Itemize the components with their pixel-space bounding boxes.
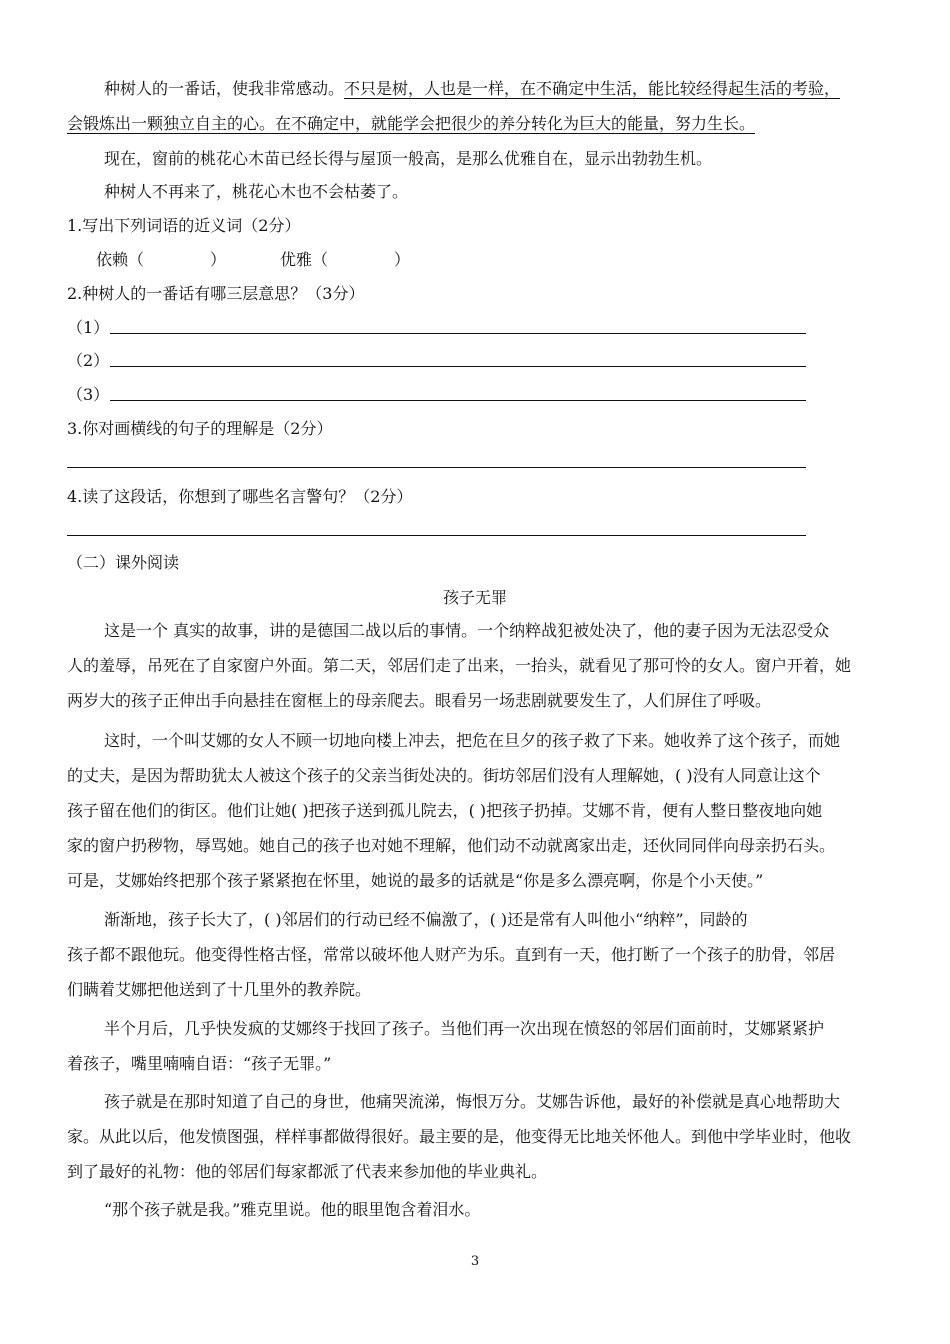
q2-item-3-label: （3） [67, 385, 110, 404]
passage-paragraph-1-line-1 [104, 78, 840, 100]
story-line: 的丈夫，是因为帮助犹太人被这个孩子的父亲当街处决的。街坊邻居们没有人理解她，( )没有人同意让这个 [67, 766, 821, 785]
passage-paragraph-3: 种树人不再来了，桃花心木也不会枯萎了。 [104, 182, 409, 201]
story-line: 们瞒着艾娜把他送到了十几里外的教养院。 [67, 980, 372, 999]
story-line: 可是，艾娜始终把那个孩子紧紧抱在怀里，她说的最多的话就是“你是多么漂亮啊，你是个小天使。” [67, 871, 764, 890]
q2-item-2-label: （2） [67, 351, 110, 370]
question-3: 3.你对画横线的句子的理解是（2分） [67, 419, 333, 438]
passage-text: 种树人的一番话，使我非常感动。 [104, 79, 345, 98]
underlined-sentence: 会锻炼出一颗独立自主的心。在不确定中，就能学会把很少的养分转化为巨大的能量，努力生长。 [67, 114, 756, 133]
story-line: “那个孩子就是我。”雅克里说。他的眼里饱含着泪水。 [104, 1200, 481, 1219]
story-title: 孩子无罪 [442, 588, 507, 607]
passage-paragraph-1-line-2 [67, 113, 755, 135]
story-line: 两岁大的孩子正伸出手向悬挂在窗框上的母亲爬去。眼看另一场悲剧就要发生了，人们屏住了呼吸。 [67, 691, 772, 710]
story-line: 家的窗户扔秽物，辱骂她。她自己的孩子也对她不理解，他们动不动就离家出走，还伙同同伴向母亲扔石头。 [67, 836, 836, 855]
q1-word-2 [280, 249, 410, 271]
q2-item-3-answer-line[interactable] [110, 400, 806, 401]
q2-item-1-label: （1） [67, 318, 110, 337]
q3-answer-line[interactable] [67, 467, 806, 468]
story-line: 孩子就是在那时知道了自己的身世，他痛哭流涕，悔恨万分。艾娜告诉他，最好的补偿就是真心地帮助大 [104, 1092, 841, 1111]
q1-word-2-close: ） [394, 250, 411, 269]
q2-item-1-answer-line[interactable] [110, 333, 806, 334]
story-line: 这时，一个叫艾娜的女人不顾一切地向楼上冲去，把危在旦夕的孩子救了下来。她收养了这个孩子，而她 [104, 731, 841, 750]
story-line: 孩子都不跟他玩。他变得性格古怪，常常以破坏他人财产为乐。直到有一天，他打断了一个孩子的肋骨，邻居 [67, 945, 836, 964]
story-line: 着孩子，嘴里喃喃自语：“孩子无罪。” [67, 1054, 332, 1073]
story-line: 孩子留在他们的街区。他们让她( )把孩子送到孤儿院去，( )把孩子扔掉。艾娜不肯，便有人整日整夜地向她 [67, 801, 823, 820]
q1-word-1 [96, 249, 226, 271]
question-1: 1.写出下列词语的近义词（2分） [67, 216, 301, 235]
story-line: 这是一个 真实的故事，讲的是德国二战以后的事情。一个纳粹战犯被处决了，他的妻子因为无法忍受众 [104, 621, 830, 640]
q1-word-1-close: ） [210, 250, 227, 269]
section-heading: （二）课外阅读 [67, 553, 180, 572]
passage-paragraph-2: 现在，窗前的桃花心木苗已经长得与屋顶一般高，是那么优雅自在，显示出勃勃生机。 [104, 149, 713, 168]
question-2: 2.种树人的一番话有哪三层意思？（3分） [67, 284, 365, 303]
q2-item-2-answer-line[interactable] [110, 366, 806, 367]
q1-word-2-label: 优雅（ [280, 250, 329, 269]
story-line: 家。从此以后，他发愤图强，样样事都做得很好。最主要的是，他变得无比地关怀他人。到他中学毕业时，他收 [67, 1127, 852, 1146]
page-number: 3 [470, 1254, 480, 1269]
q1-word-1-label: 依赖（ [96, 250, 145, 269]
story-line: 半个月后，几乎快发疯的艾娜终于找回了孩子。当他们再一次出现在愤怒的邻居们面前时，艾娜紧紧护 [104, 1019, 825, 1038]
question-4: 4.读了这段话，你想到了哪些名言警句？（2分） [67, 487, 413, 506]
underlined-sentence: 不只是树，人也是一样，在不确定中生活，能比较经得起生活的考验， [344, 79, 841, 98]
q4-answer-line[interactable] [67, 535, 806, 536]
story-line: 到了最好的礼物：他的邻居们每家都派了代表来参加他的毕业典礼。 [67, 1162, 548, 1181]
story-line: 人的羞辱，吊死在了自家窗户外面。第二天，邻居们走了出来，一抬头，就看见了那可怜的女人。窗户开着，她 [67, 656, 852, 675]
story-line: 渐渐地，孩子长大了，( )邻居们的行动已经不偏激了，( )还是常有人叫他小“纳粹”，同龄的 [104, 910, 748, 929]
